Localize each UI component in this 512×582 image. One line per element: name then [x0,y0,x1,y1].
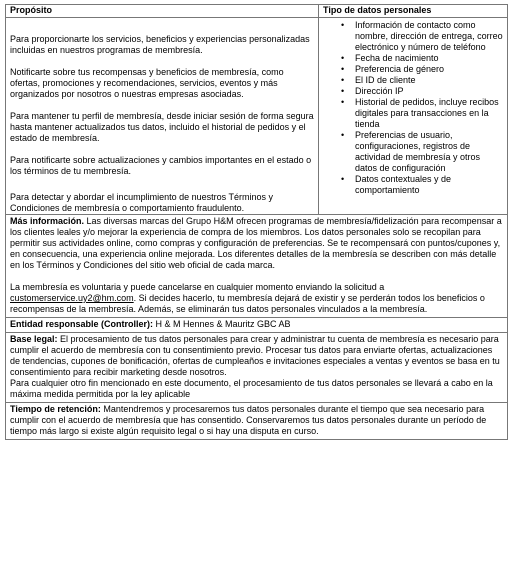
legal-basis-paragraph [10,334,503,378]
voluntary-paragraph [10,282,503,315]
data-type-item: • Historial de pedidos, incluye recibos digitales para transacciones en la tienda [341,97,503,130]
more-info-cell [6,215,508,318]
data-type-item: • Preferencia de género [341,64,503,75]
voluntary-text-end: . Si decides hacerlo, tu membresía dejará de existir y se perderán todos los beneficios o recompensas de la membresía. Además, se eliminarán tus datos personales vinculados a la membresía. [10,293,485,314]
purpose-paragraph: Para detectar y abordar el incumplimiento de nuestros Términos y Condiciones de membresía o comportamiento fraudulento. [10,192,273,213]
data-type-item: • Datos contextuales y de comportamiento [341,174,503,196]
legal-basis-label: Base legal: [10,334,58,344]
more-info-row [6,215,508,318]
legal-basis-row [6,333,508,403]
controller-row [6,318,508,333]
retention-cell [6,403,508,440]
data-type-item: • Preferencias de usuario, configuraciones, registros de actividad de membresía y otros datos de configuración [341,130,503,174]
legal-basis-paragraph-2: Para cualquier otro fin mencionado en este documento, el procesamiento de tus datos personales se llevará a cabo en la máxima medida permitida por la ley aplicable [10,378,493,399]
data-type-item: • Fecha de nacimiento [341,53,503,64]
retention-paragraph [10,404,503,437]
controller-value: H & M Hennes & Mauritz GBC AB [153,319,291,329]
spacer [10,271,503,282]
purpose-row [6,18,508,215]
controller-cell [6,318,508,333]
retention-label: Tiempo de retención: [10,404,101,414]
purpose-paragraph: Para notificarte sobre actualizaciones y cambios importantes en el estado o los términos de tu membresía. [10,155,312,176]
purpose-cell [6,18,319,215]
purpose-paragraph: Para proporcionarte los servicios, beneficios y experiencias personalizadas incluidas en nuestros programas de membresía. [10,34,310,55]
data-types-list [323,20,503,196]
retention-text: Mantendremos y procesaremos tus datos personales durante el tiempo que sea necesario para cumplir con el acuerdo de membresía que has consentido. Conservaremos tus datos personales durante un período de tiempo más largo si existe algún requisito legal o si hay una disputa en curso. [10,404,487,436]
header-row [6,5,508,18]
more-info-text: Las diversas marcas del Grupo H&M ofrecen programas de membresía/fidelización para recompensar a los clientes leales y/o mejorar la experiencia de compra de los miembros. Los datos personales solo se recopilan para permitir sus actividades online, como compras y configuración de preferencias. Se te recompensará con puntos/cupones y, en consecuencia, una experiencia online mejorada. Los diferentes detalles de la membresía se describen con más detalle en los Términos y Condiciones del sitio web oficial de cada marca. [10,216,502,270]
retention-row [6,403,508,440]
data-type-item: • Dirección IP [341,86,503,97]
purpose-paragraph: Para mantener tu perfil de membresía, desde iniciar sesión de forma segura hasta mantener actualizados tus datos, incluido el historial de pedidos y el estado de membresía. [10,111,314,143]
data-type-item: • Información de contacto como nombre, dirección de entrega, correo electrónico y número de teléfono [341,20,503,53]
legal-basis-text: El procesamiento de tus datos personales para crear y administrar tu cuenta de membresía es necesario para cumplir el acuerdo de membresía con tu consentimiento previo. Procesar tus datos para enviarte ofertas, actualizaciones de tendencias, cupones de bonificación, ofertas de cumpleaños e invitaciones especiales a ventas y eventos se basa en tu consentimiento para recibir marketing desde nosotros. [10,334,500,377]
legal-basis-cell [6,333,508,403]
data-types-cell [319,18,508,215]
membership-privacy-table [5,4,508,440]
customer-service-email-link[interactable]: customerservice.uy2@hm.com [10,293,134,303]
more-info-label: Más información. [10,216,85,226]
more-info-paragraph [10,216,503,271]
voluntary-text: La membresía es voluntaria y puede cancelarse en cualquier momento enviando la solicitud a [10,282,385,292]
data-types-header: Tipo de datos personales [319,5,508,18]
purpose-paragraph: Notificarte sobre tus recompensas y beneficios de membresía, como ofertas, promociones y recomendaciones, servicios, eventos y más organizados por nosotros o nuestras empresas asociadas. [10,67,284,99]
purpose-header: Propósito [6,5,319,18]
data-type-item: • El ID de cliente [341,75,503,86]
controller-label: Entidad responsable (Controller): [10,319,154,329]
